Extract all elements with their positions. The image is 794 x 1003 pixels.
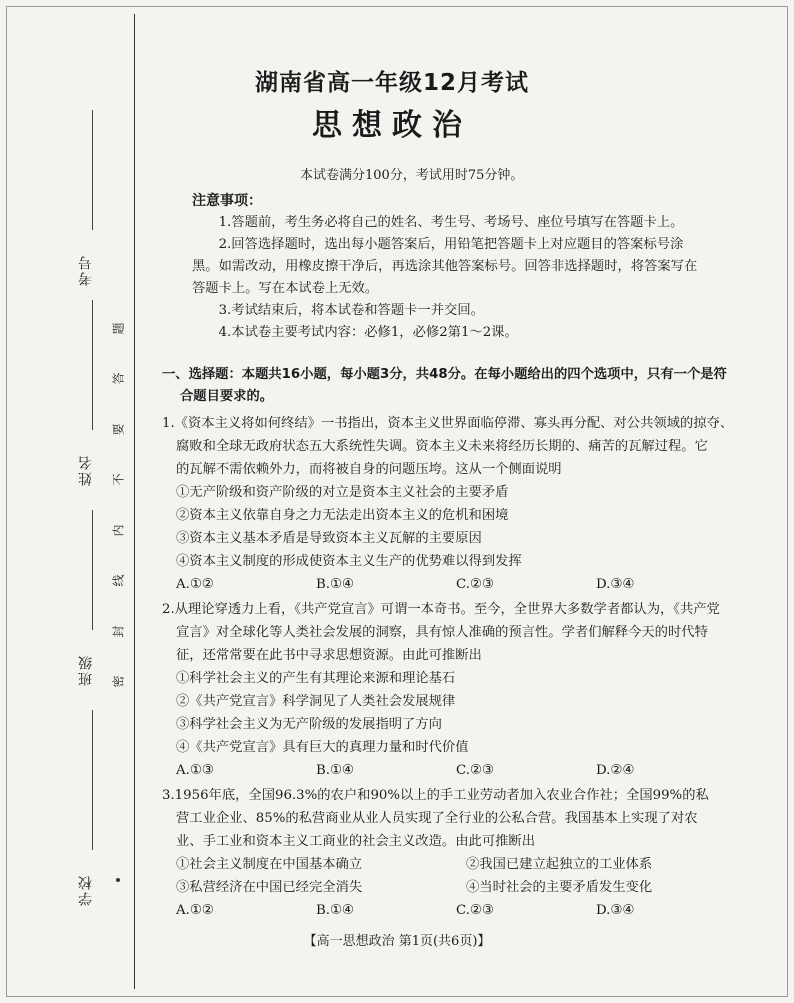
seal-char: 密 bbox=[111, 675, 126, 688]
statement-option: ①社会主义制度在中国基本确立 bbox=[176, 857, 363, 872]
section-heading bbox=[162, 364, 782, 408]
question-stem: 2.从理论穿透力上看，《共产党宣言》可谓一本奇书。至今，全世界大多数学者都认为，《共产党 bbox=[162, 602, 720, 617]
answer-choices bbox=[162, 573, 782, 596]
question-stem: 业、手工业和资本主义工商业的社会主义改造。由此可推断出 bbox=[176, 834, 536, 849]
question-3 bbox=[162, 784, 782, 922]
statement-option: ②《共产党宣言》科学洞见了人类社会发展规律 bbox=[176, 694, 456, 709]
notice-item: 1.答题前，考生务必将自己的姓名、考生号、考场号、座位号填写在答题卡上。 bbox=[218, 215, 684, 230]
question-stem: 腐败和全球无政府状态五大系统性失调。资本主义未来将经历长期的、痛苦的瓦解过程。它 bbox=[176, 439, 708, 454]
statement-option: ③科学社会主义为无产阶级的发展指明了方向 bbox=[176, 717, 442, 732]
choice-b: B.①④ bbox=[316, 763, 354, 778]
seal-char: 题 bbox=[111, 322, 126, 335]
choice-c: C.②③ bbox=[456, 903, 494, 918]
statement-option: ①无产阶级和资产阶级的对立是资本主义社会的主要矛盾 bbox=[176, 485, 509, 500]
choice-d: D.②④ bbox=[596, 763, 635, 778]
seal-char: 封 bbox=[111, 625, 126, 638]
statement-option: ③资本主义基本矛盾是导致资本主义瓦解的主要原因 bbox=[176, 531, 482, 546]
subject-title: 思想政治 bbox=[312, 108, 472, 143]
page-footer: 【高一思想政治 第1页(共6页)】 bbox=[303, 934, 491, 949]
question-1 bbox=[162, 412, 782, 596]
notice-heading: 注意事项： bbox=[192, 193, 262, 209]
school-label: 学校 bbox=[78, 874, 94, 906]
choice-c: C.②③ bbox=[456, 763, 494, 778]
statement-option: ④资本主义制度的形成使资本主义生产的优势难以得到发挥 bbox=[176, 554, 522, 569]
question-stem: 宣言》对全球化等人类社会发展的洞察，具有惊人准确的预言性。学者们解释今天的时代特 bbox=[176, 625, 708, 640]
notice-item: 4.本试卷主要考试内容：必修1，必修2第1～2课。 bbox=[218, 325, 518, 340]
choice-b: B.①④ bbox=[316, 903, 354, 918]
question-stem: 征，还常常要在此书中寻求思想资源。由此可推断出 bbox=[176, 648, 482, 663]
notice-item: 黑。如需改动，用橡皮擦干净后，再选涂其他答案标号。回答非选择题时，将答案写在 bbox=[192, 259, 698, 274]
statement-option: ②我国已建立起独立的工业体系 bbox=[466, 857, 653, 872]
choice-d: D.③④ bbox=[596, 577, 635, 592]
seal-char: 答 bbox=[111, 372, 126, 385]
choice-b: B.①④ bbox=[316, 577, 354, 592]
choice-a: A.①③ bbox=[176, 763, 214, 778]
statement-option: ④《共产党宣言》具有巨大的真理力量和时代价值 bbox=[176, 740, 469, 755]
class-line bbox=[92, 510, 93, 630]
answer-choices bbox=[162, 759, 782, 782]
notice-list bbox=[192, 212, 747, 344]
statement-option: ①科学社会主义的产生有其理论来源和理论基石 bbox=[176, 671, 456, 686]
exam-number-label: 考号 bbox=[78, 254, 94, 286]
choice-a: A.①② bbox=[176, 577, 214, 592]
binding-line bbox=[134, 14, 135, 989]
seal-char: 不 bbox=[111, 473, 126, 486]
choice-d: D.③④ bbox=[596, 903, 635, 918]
section-line: 一、选择题：本题共16小题，每小题3分，共48分。在每小题给出的四个选项中，只有一个是符 bbox=[162, 367, 727, 382]
section-line: 合题目要求的。 bbox=[180, 389, 274, 404]
binding-dot bbox=[116, 878, 120, 882]
choice-a: A.①② bbox=[176, 903, 214, 918]
statement-option: ③私营经济在中国已经完全消失 bbox=[176, 880, 363, 895]
notice-item: 答题卡上。写在本试卷上无效。 bbox=[192, 281, 379, 296]
exam-title: 湖南省高一年级12月考试 bbox=[254, 70, 529, 96]
seal-char: 内 bbox=[111, 524, 126, 537]
seal-line-text bbox=[108, 320, 128, 690]
choice-c: C.②③ bbox=[456, 577, 494, 592]
question-stem: 3.1956年底，全国96.3%的农户和90%以上的手工业劳动者加入农业合作社；全国99%的私 bbox=[162, 788, 709, 803]
statement-options bbox=[162, 853, 782, 899]
statement-option: ②资本主义依靠自身之力无法走出资本主义的危机和困境 bbox=[176, 508, 509, 523]
seal-char: 要 bbox=[111, 423, 126, 436]
score-info: 本试卷满分100分，考试用时75分钟。 bbox=[300, 168, 524, 183]
notice-item: 3.考试结束后，将本试卷和答题卡一并交回。 bbox=[218, 303, 484, 318]
question-stem: 的瓦解不需依赖外力，而将被自身的问题压垮。这从一个侧面说明 bbox=[176, 462, 562, 477]
question-2 bbox=[162, 598, 782, 782]
notice-item: 2.回答选择题时，选出每小题答案后，用铅笔把答题卡上对应题目的答案标号涂 bbox=[218, 237, 684, 252]
exam-number-line bbox=[92, 110, 93, 230]
school-line bbox=[92, 710, 93, 850]
seal-char: 线 bbox=[111, 574, 126, 587]
question-stem: 1.《资本主义将如何终结》一书指出，资本主义世界面临停滞、寡头再分配、对公共领域的掠夺、 bbox=[162, 416, 734, 431]
name-label: 姓名 bbox=[78, 454, 94, 486]
answer-choices bbox=[162, 899, 782, 922]
class-label: 班级 bbox=[78, 654, 94, 686]
question-stem: 营工业企业、85%的私营商业从业人员实现了全行业的公私合营。我国基本上实现了对农 bbox=[176, 811, 698, 826]
statement-option: ④当时社会的主要矛盾发生变化 bbox=[466, 880, 653, 895]
name-line bbox=[92, 300, 93, 430]
